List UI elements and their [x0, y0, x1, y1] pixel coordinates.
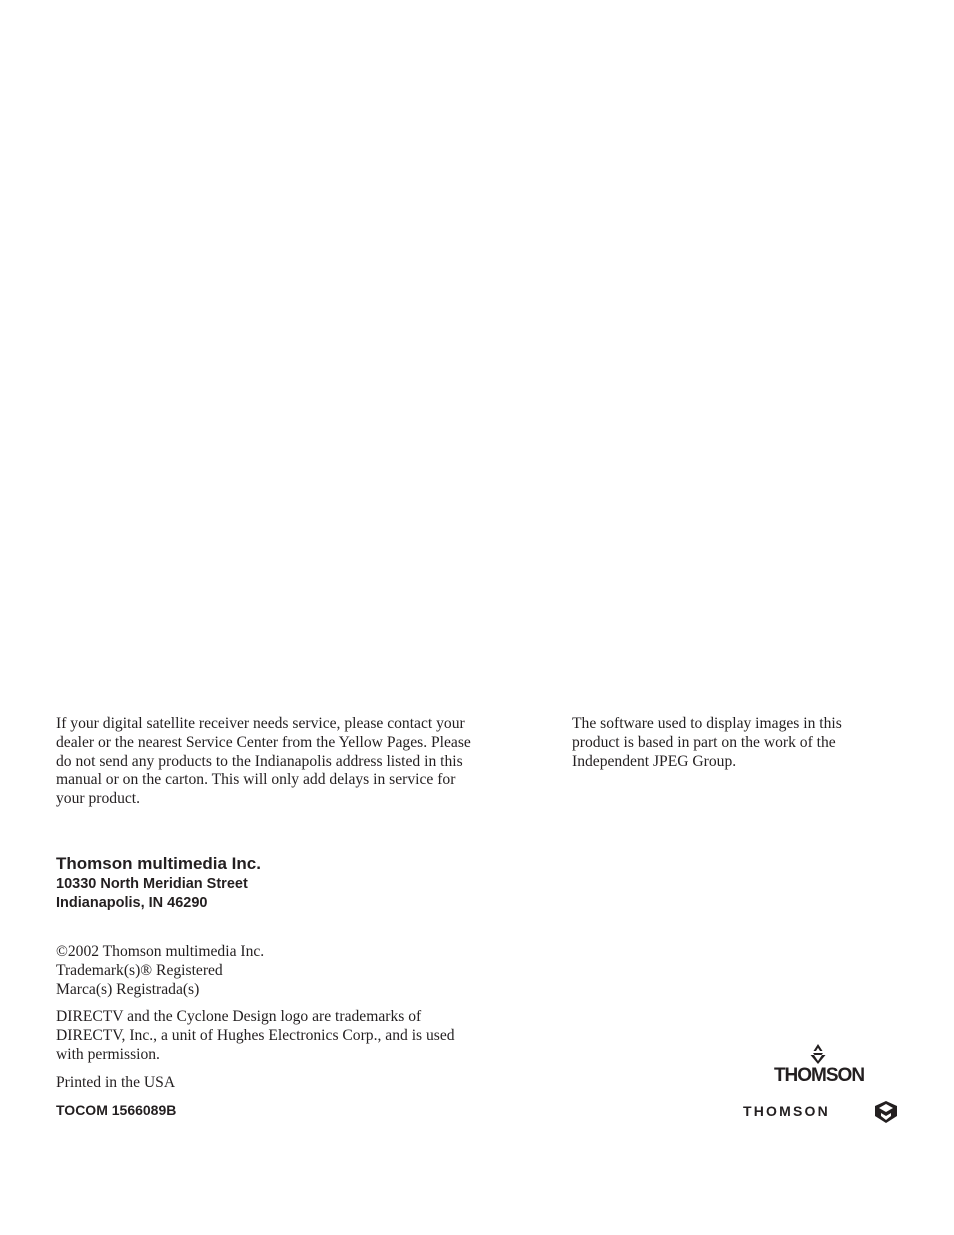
software-note: The software used to display images in this product is based in part on the work of the Independent JPEG Group.	[572, 715, 842, 770]
directv-notice: DIRECTV and the Cyclone Design logo are trademarks of DIRECTV, Inc., a unit of Hughes Electronics Corp., and is used with permission.	[56, 1008, 455, 1063]
copyright-line: ©2002 Thomson multimedia Inc.	[56, 943, 265, 960]
thomson-shield-icon	[873, 1100, 899, 1124]
company-street: 10330 North Meridian Street	[56, 876, 248, 892]
thomson-triangle-icon	[807, 1044, 829, 1064]
company-name: Thomson multimedia Inc.	[56, 854, 261, 873]
part-number: TOCOM 1566089B	[56, 1101, 177, 1118]
thomson-logo-secondary	[743, 1100, 903, 1124]
company-city: Indianapolis, IN 46290	[56, 895, 208, 911]
service-note: If your digital satellite receiver needs service, please contact your dealer or the nearest Service Center from the Yellow Pages. Please do not send any products to the Indianapolis address listed in this manual or on the carton. This will only add delays in service for your product.	[56, 715, 471, 808]
thomson-logo-primary	[769, 1044, 869, 1088]
legal-block	[56, 943, 486, 1119]
thomson-wordmark-primary: THOMSON	[773, 1065, 865, 1086]
company-address	[56, 853, 261, 913]
left-column	[56, 715, 486, 809]
thomson-wordmark-secondary: THOMSON	[743, 1103, 830, 1119]
trademark-english: Trademark(s)® Registered	[56, 961, 223, 979]
trademark-spanish: Marca(s) Registrada(s)	[56, 980, 200, 998]
right-column	[572, 715, 892, 771]
printed-line: Printed in the USA	[56, 1073, 176, 1091]
